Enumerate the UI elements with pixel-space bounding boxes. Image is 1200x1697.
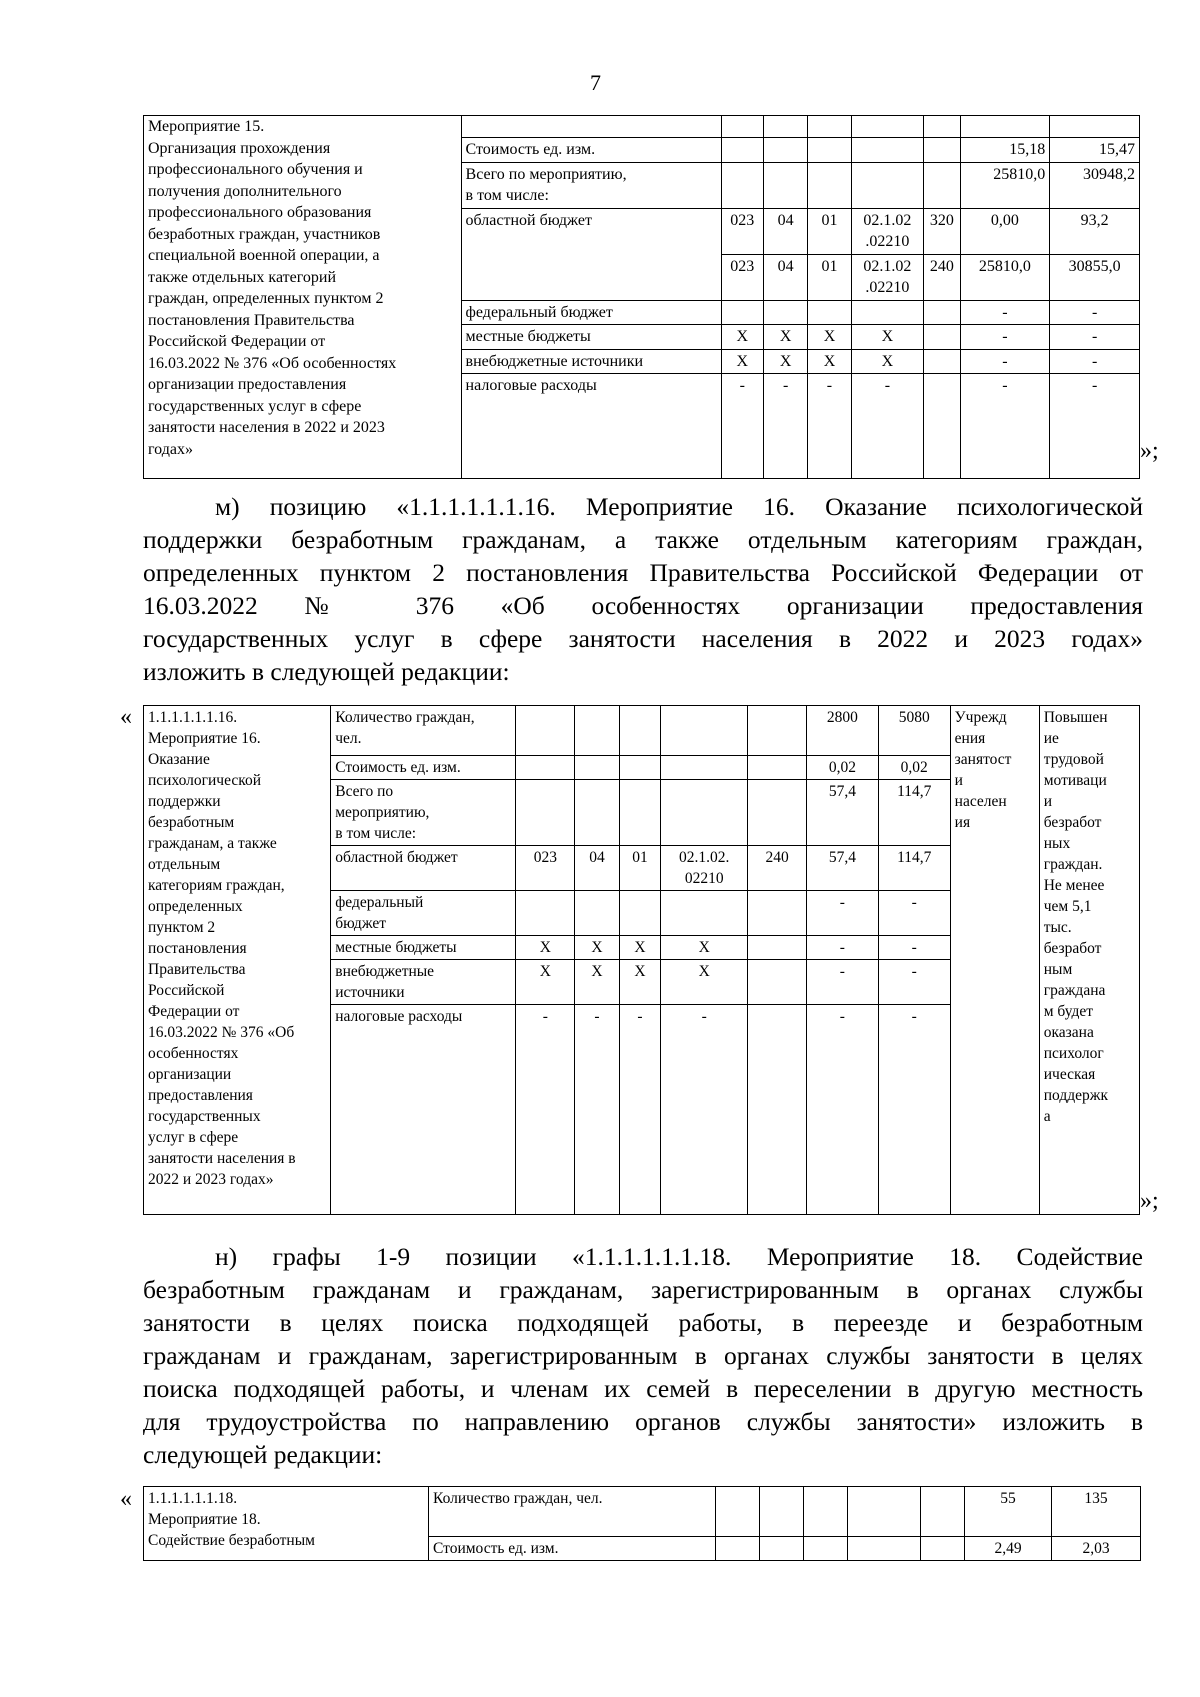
table-row: областной бюджет 023 04 01 02.1.02. 02210 240 57,4 114,7 (144, 846, 1140, 891)
page-number: 7 (590, 70, 601, 95)
table-row: местные бюджеты X X X X - - (144, 936, 1140, 960)
table-row: налоговые расходы - - - - - - (144, 374, 1140, 479)
open-quote-2: « (120, 704, 132, 730)
table-row: внебюджетные источники X X X X - - (144, 960, 1140, 1005)
table-row: налоговые расходы - - - - - - (144, 1005, 1140, 1215)
table-row: Стоимость ед. изм. 0,02 0,02 (144, 756, 1140, 780)
table-event-15 (143, 115, 1140, 479)
event-16-description: 1.1.1.1.1.1.16. Мероприятие 16. Оказание психологической поддержки безработным гражданам, а также отдельным категориям граждан, определенных пунктом 2 постановления Правительства Российской Федерации от 16.03.2022 № 376 «Об особенностях организации предоставления государственных услуг в сфере занятости населения в 2022 и 2023 годах» (144, 706, 331, 1215)
table-row: Стоимость ед. изм. 2,49 2,03 (144, 1537, 1141, 1561)
event-18-description: 1.1.1.1.1.1.18. Мероприятие 18. Содействие безработным (144, 1487, 429, 1561)
table-row: федеральный бюджет - - (144, 300, 1140, 325)
paragraph-m: м) позицию «1.1.1.1.1.1.16. Мероприятие 16. Оказание психологической поддержки безработным гражданам, а также отдельным категориям граждан, определенных пунктом 2 постановления Правительства Российской Федерации от 16.03.2022 № 376 «Об особенностях организации предоставления государственных услуг в сфере занятости населения в 2022 и 2023 годах» изложить в следующей редакции: (143, 492, 1143, 686)
table-row: Стоимость ед. изм. 15,18 15,47 (144, 138, 1140, 163)
table-row: федеральный бюджет - - (144, 891, 1140, 936)
event-15-description: Мероприятие 15. Организация прохождения профессионального обучения и получения дополнительного профессионального образования безработных граждан, участников специальной военной операции, а также отдельных категорий граждан, определенных пунктом 2 постановления Правительства Российской Федерации от 16.03.2022 № 376 «Об особенностях организации предоставления государственных услуг в сфере занятости населения в 2022 и 2023 годах» (144, 116, 462, 479)
result-cell: Повышен ие трудовой мотиваци и безработ ных граждан. Не менее чем 5,1 тыс. безработ ным граждана м будет оказана психолог ическая поддержк а (1039, 706, 1139, 1215)
table-row: 1.1.1.1.1.1.18. Мероприятие 18. Содействие безработным Количество граждан, чел. 55 135 (144, 1487, 1141, 1537)
table-row: Всего по мероприятию, в том числе: 25810,0 30948,2 (144, 162, 1140, 208)
executor-cell: Учрежд ения занятост и населен ия (950, 706, 1039, 1215)
table-event-18 (143, 1486, 1141, 1561)
table-row: областной бюджет 023 04 01 02.1.02 .02210 320 0,00 93,2 (144, 208, 1140, 254)
table-row: внебюджетные источники X X X X - - (144, 349, 1140, 374)
table-row: местные бюджеты X X X X - - (144, 325, 1140, 350)
close-quote-1: »; (1140, 438, 1159, 464)
table-event-16 (143, 705, 1140, 1215)
close-quote-2: »; (1140, 1188, 1159, 1214)
table-row: 023 04 01 02.1.02 .02210 240 25810,0 30855,0 (144, 254, 1140, 300)
open-quote-3: « (120, 1486, 132, 1512)
table-row: 1.1.1.1.1.1.16. Мероприятие 16. Оказание психологической поддержки безработным гражданам, а также отдельным категориям граждан, определенных пунктом 2 постановления Правительства Российской Федерации от 16.03.2022 № 376 «Об особенностях организации предоставления государственных услуг в сфере занятости населения в 2022 и 2023 годах» Количество граждан, чел. 2800 5080 Учрежд ения занятост и населен ия Повышен ие трудовой мотиваци и безработ ных граждан. Не менее чем 5,1 тыс. безработ ным граждана м будет оказана психолог ическая поддержк а (144, 706, 1140, 756)
table-row: Всего по мероприятию, в том числе: 57,4 114,7 (144, 780, 1140, 846)
paragraph-n: н) графы 1-9 позиции «1.1.1.1.1.1.18. Мероприятие 18. Содействие безработным гражданам и гражданам, зарегистрированным в органах службы занятости в целях поиска подходящей работы, в переезде и безработным гражданам и гражданам, зарегистрированным в органах службы занятости в целях поиска подходящей работы, и членам их семей в переселении в другую местность для трудоустройства по направлению органов службы занятости» изложить в следующей редакции: (143, 1242, 1143, 1469)
